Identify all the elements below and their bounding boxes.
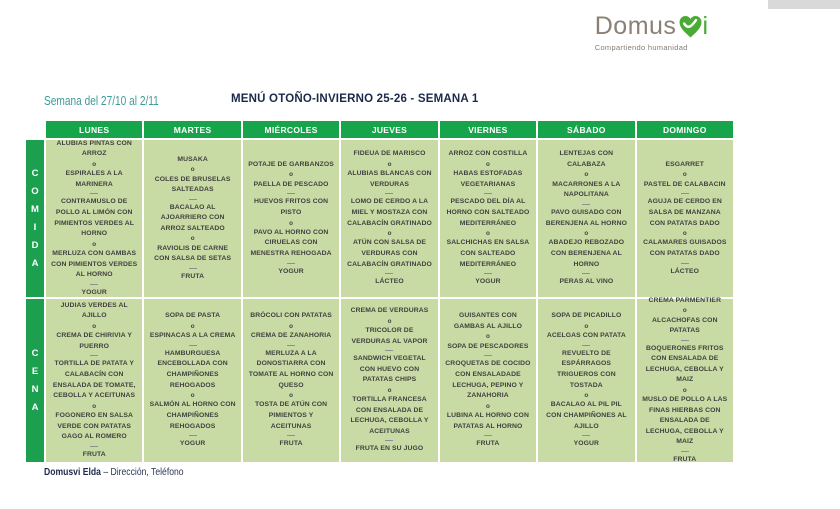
alternative-marker: o [682, 307, 687, 315]
course-separator [681, 340, 689, 341]
menu-cell-comida-jueves [341, 140, 437, 297]
dish-name: FIDEUA DE MARISCO [353, 150, 426, 158]
alternative-marker: o [485, 333, 490, 341]
alternative-marker: o [92, 322, 97, 330]
dish-name: CREMA DE ZANAHORIA [250, 332, 332, 340]
dish-name: REVUELTO DE ESPÁRRAGOS TRIGUEROS CON TOSTADA [557, 349, 616, 389]
dish-name: FRUTA [82, 450, 106, 458]
course-separator [385, 350, 393, 351]
dish-name: ABADEJO REBOZADO CON BERENJENA AL HORNO [548, 239, 625, 268]
course-separator [582, 345, 590, 346]
menu-cell-comida-viernes [440, 140, 536, 297]
course-separator [90, 284, 98, 285]
dish-name: GUISANTES CON GAMBAS AL AJILLO [453, 312, 523, 330]
dish-name: LÁCTEO [375, 278, 404, 286]
dish-name: CREMA DE VERDURAS [350, 307, 429, 315]
alternative-marker: o [387, 386, 392, 394]
menu-cell-cena-viernes [440, 299, 536, 462]
alternative-marker: o [289, 219, 293, 227]
dish-name: LOMO DE CERDO A LA MIEL Y MOSTAZA CON CALABACÍN GRATINADO [347, 198, 432, 227]
course-separator [681, 263, 689, 264]
dish-name: RAVIOLIS DE CARNE CON SALSA DE SETAS [154, 244, 232, 263]
dish-name: BACALAO AL PIL PIL CON CHAMPIÑONES AL AJILLO [546, 401, 627, 430]
dish-name: MACARRONES A LA NAPOLITANA [552, 180, 621, 199]
menu-cell-comida-lunes [46, 140, 142, 297]
dish-name: CONTRAMUSLO DE POLLO AL LIMÓN CON PIMIENTOS VERDES AL HORNO [54, 198, 135, 238]
dish-name: YOGUR [475, 278, 501, 286]
dish-name: LÁCTEO [670, 267, 700, 275]
dish-name: FRUTA [476, 440, 500, 448]
day-header-sabado: SÁBADO [538, 121, 634, 138]
alternative-marker: o [289, 392, 293, 400]
day-header-martes: MARTES [144, 121, 240, 138]
alternative-marker: o [92, 402, 97, 410]
dish-name: HABAS ESTOFADAS VEGETARIANAS [453, 170, 523, 188]
dish-name: ACELGAS CON PATATA [546, 332, 626, 340]
alternative-marker: o [190, 392, 195, 400]
alternative-marker: o [92, 160, 97, 168]
dish-name: YOGUR [81, 288, 107, 296]
dish-name: PAVO GUISADO CON BERENJENA AL HORNO [545, 208, 627, 227]
alternative-marker: o [190, 322, 195, 330]
menu-cell-cena-miercoles [243, 299, 339, 462]
dish-name: YOGUR [278, 267, 304, 275]
course-separator [90, 355, 98, 356]
course-separator [287, 345, 295, 346]
heart-check-icon [677, 13, 704, 40]
dish-name: COLES DE BRUSELAS SALTEADAS [154, 175, 231, 194]
dish-name: ATÚN CON SALSA DE VERDURAS CON CALABACÍN GRATINADO [347, 239, 432, 268]
day-header-viernes: VIERNES [440, 121, 536, 138]
menu-cell-comida-domingo [637, 140, 733, 297]
dish-name: AGUJA DE CERDO EN SALSA DE MANZANA CON PATATAS DADO [647, 198, 722, 227]
dish-name: TORTILLA FRANCESA CON ENSALADA DE LECHUGA, CEBOLLA Y ACEITUNAS [350, 396, 429, 435]
logo-text-domus: Domus [594, 12, 677, 40]
dish-name: MUSLO DE POLLO A LAS FINAS HIERBAS CON ENSALADA DE LECHUGA, CEBOLLA Y MAIZ [642, 396, 728, 446]
dish-name: YOGUR [573, 440, 600, 448]
menu-table [26, 121, 733, 462]
alternative-marker: o [584, 171, 589, 179]
course-separator [385, 273, 393, 274]
dish-name: PESCADO DEL DÍA AL HORNO CON SALTEADO MEDITERRÁNEO [446, 198, 530, 227]
dish-name: CALAMARES GUISADOS CON PATATAS DADO [643, 239, 727, 257]
course-separator [484, 193, 492, 194]
alternative-marker: o [190, 235, 195, 243]
dish-name: PAELLA DE PESCADO [253, 180, 329, 188]
course-separator [287, 435, 295, 436]
course-separator [90, 193, 98, 194]
row-label-letter: M [31, 204, 39, 215]
alternative-marker: o [289, 322, 293, 330]
dish-name: TRICOLOR DE VERDURAS AL VAPOR [351, 327, 428, 345]
logo-text-i: i [702, 12, 708, 40]
row-label-cena [26, 299, 44, 462]
course-separator [189, 268, 197, 269]
day-header-jueves: JUEVES [341, 121, 437, 138]
dish-name: MUSAKA [177, 155, 208, 163]
alternative-marker: o [485, 230, 490, 238]
alternative-marker: o [190, 166, 195, 174]
row-label-letter: C [31, 348, 39, 359]
dish-name: SOPA DE PESCADORES [447, 342, 529, 350]
dish-name: PAVO AL HORNO CON CIRUELAS CON MENESTRA REHOGADA [250, 228, 332, 257]
row-label-letter: N [31, 384, 39, 395]
dish-name: SANDWICH VEGETAL CON HUEVO CON PATATAS CHIPS [353, 355, 426, 384]
course-separator [582, 204, 590, 205]
course-separator [287, 193, 295, 194]
dish-name: CREMA PARMENTIER [648, 296, 722, 304]
dish-name: ESGARRET [665, 160, 705, 168]
dish-name: BOQUERONES FRITOS CON ENSALADA DE LECHUGA, CEBOLLA Y MAIZ [645, 344, 724, 384]
menu-title: MENÚ OTOÑO-INVIERNO 25-26 - SEMANA 1 [231, 93, 479, 105]
alternative-marker: o [682, 171, 687, 179]
row-label-comida [26, 140, 44, 297]
footer-details: – Dirección, Teléfono [100, 466, 184, 478]
row-label-letter: A [31, 402, 39, 413]
dish-name: BACALAO AL AJOARRIERO CON ARROZ SALTEADO [160, 203, 225, 232]
top-right-gray-bar [768, 0, 840, 9]
logo-wordmark [595, 13, 708, 40]
course-separator [385, 440, 393, 441]
alternative-marker: o [584, 322, 589, 330]
course-separator [385, 193, 393, 194]
day-header-lunes: LUNES [46, 121, 142, 138]
alternative-marker: o [92, 240, 97, 248]
menu-cell-cena-domingo [637, 296, 733, 463]
dish-name: JUDIAS VERDES AL AJILLO [60, 301, 128, 320]
menu-cell-comida-miercoles [243, 140, 339, 297]
dish-name: FOGONERO EN SALSA VERDE CON PATATAS GAGO AL ROMERO [55, 412, 134, 441]
course-separator [484, 435, 492, 436]
dish-name: SOPA DE PICADILLO [551, 312, 622, 320]
day-header-miercoles: MIÉRCOLES [243, 121, 339, 138]
dish-name: CREMA DE CHIRIVIA Y PUERRO [56, 332, 133, 350]
menu-cell-cena-sabado [538, 299, 634, 462]
course-separator [681, 451, 689, 452]
dish-name: FRUTA [279, 440, 303, 448]
dish-name: CROQUETAS DE COCIDO CON ENSALADADE LECHUGA, PEPINO Y ZANAHORIA [445, 360, 531, 400]
row-label-letter: C [31, 168, 39, 179]
course-separator [582, 435, 590, 436]
dish-name: ALUBIAS BLANCAS CON VERDURAS [347, 170, 432, 188]
dish-name: MERLUZA A LA DONOSTIARRA CON TOMATE AL HORNO CON QUESO [248, 349, 334, 389]
dish-name: ALCACHOFAS CON PATATAS [651, 316, 718, 335]
dish-name: HUEVOS FRITOS CON PISTO [254, 198, 329, 216]
course-separator [189, 435, 197, 436]
row-label-letter: O [31, 186, 39, 197]
course-separator [484, 273, 492, 274]
dish-name: TORTILLA DE PATATA Y CALABACÍN CON ENSALADA DE TOMATE, CEBOLLA Y ACEITUNAS [52, 360, 136, 400]
alternative-marker: o [485, 402, 490, 410]
alternative-marker: o [387, 317, 392, 325]
dish-name: ALUBIAS PINTAS CON ARROZ [56, 139, 132, 158]
dish-name: FRUTA [673, 455, 697, 463]
domusvi-logo [595, 13, 708, 52]
dish-name: ESPIRALES A LA MARINERA [65, 170, 123, 188]
alternative-marker: o [289, 171, 293, 179]
menu-cell-cena-martes [144, 299, 240, 462]
menu-cell-comida-sabado [538, 140, 634, 297]
menu-cell-comida-martes [144, 140, 240, 297]
course-separator [189, 345, 197, 346]
alternative-marker: o [485, 160, 490, 168]
alternative-marker: o [387, 230, 392, 238]
dish-name: MERLUZA CON GAMBAS CON PIMIENTOS VERDES AL HORNO [51, 250, 138, 279]
alternative-marker: o [387, 160, 392, 168]
dish-name: SALCHICHAS EN SALSA CON SALTEADO MEDITERRÁNEO [446, 239, 530, 268]
row-label-letter: I [33, 222, 37, 233]
footer [44, 466, 184, 478]
dish-name: HAMBURGUESA ENCEBOLLADA CON CHAMPIÑONES REHOGADOS [157, 349, 228, 389]
dish-name: ARROZ CON COSTILLA [448, 150, 528, 158]
table-corner [26, 121, 44, 138]
dish-name: FRUTA [181, 272, 205, 280]
dish-name: SOPA DE PASTA [165, 312, 221, 320]
alternative-marker: o [584, 392, 589, 400]
dish-name: LUBINA AL HORNO CON PATATAS AL HORNO [446, 412, 529, 430]
row-label-letter: D [31, 240, 39, 251]
dish-name: YOGUR [179, 440, 206, 448]
dish-name: BRÓCOLI CON PATATAS [250, 312, 332, 320]
course-separator [287, 263, 295, 264]
course-separator [189, 199, 197, 200]
center-name: Domusvi Elda [44, 466, 101, 478]
course-separator [681, 193, 689, 194]
course-separator [582, 273, 590, 274]
alternative-marker: o [682, 386, 687, 394]
course-separator [90, 446, 98, 447]
dish-name: PERAS AL VINO [559, 278, 614, 286]
dish-name: TOSTA DE ATÚN CON PIMIENTOS Y ACEITUNAS [254, 401, 328, 430]
row-label-letter: A [31, 258, 39, 269]
menu-cell-cena-jueves [341, 299, 437, 462]
dish-name: LENTEJAS CON CALABAZA [559, 150, 614, 168]
course-separator [484, 355, 492, 356]
alternative-marker: o [682, 230, 687, 238]
dish-name: FRUTA EN SU JUGO [355, 445, 424, 453]
dish-name: PASTEL DE CALABACIN [643, 180, 726, 188]
dish-name: ESPINACAS A LA CREMA [149, 332, 236, 340]
menu-cell-cena-lunes [46, 299, 142, 462]
week-range-label: Semana del 27/10 al 2/11 [44, 93, 159, 108]
alternative-marker: o [584, 230, 589, 238]
dish-name: SALMÓN AL HORNO CON CHAMPIÑONES REHOGADOS [149, 401, 236, 430]
dish-name: POTAJE DE GARBANZOS [248, 160, 334, 168]
day-header-domingo: DOMINGO [637, 121, 733, 138]
logo-tagline: Compartiendo humanidad [594, 43, 688, 52]
row-label-letter: E [31, 366, 39, 377]
